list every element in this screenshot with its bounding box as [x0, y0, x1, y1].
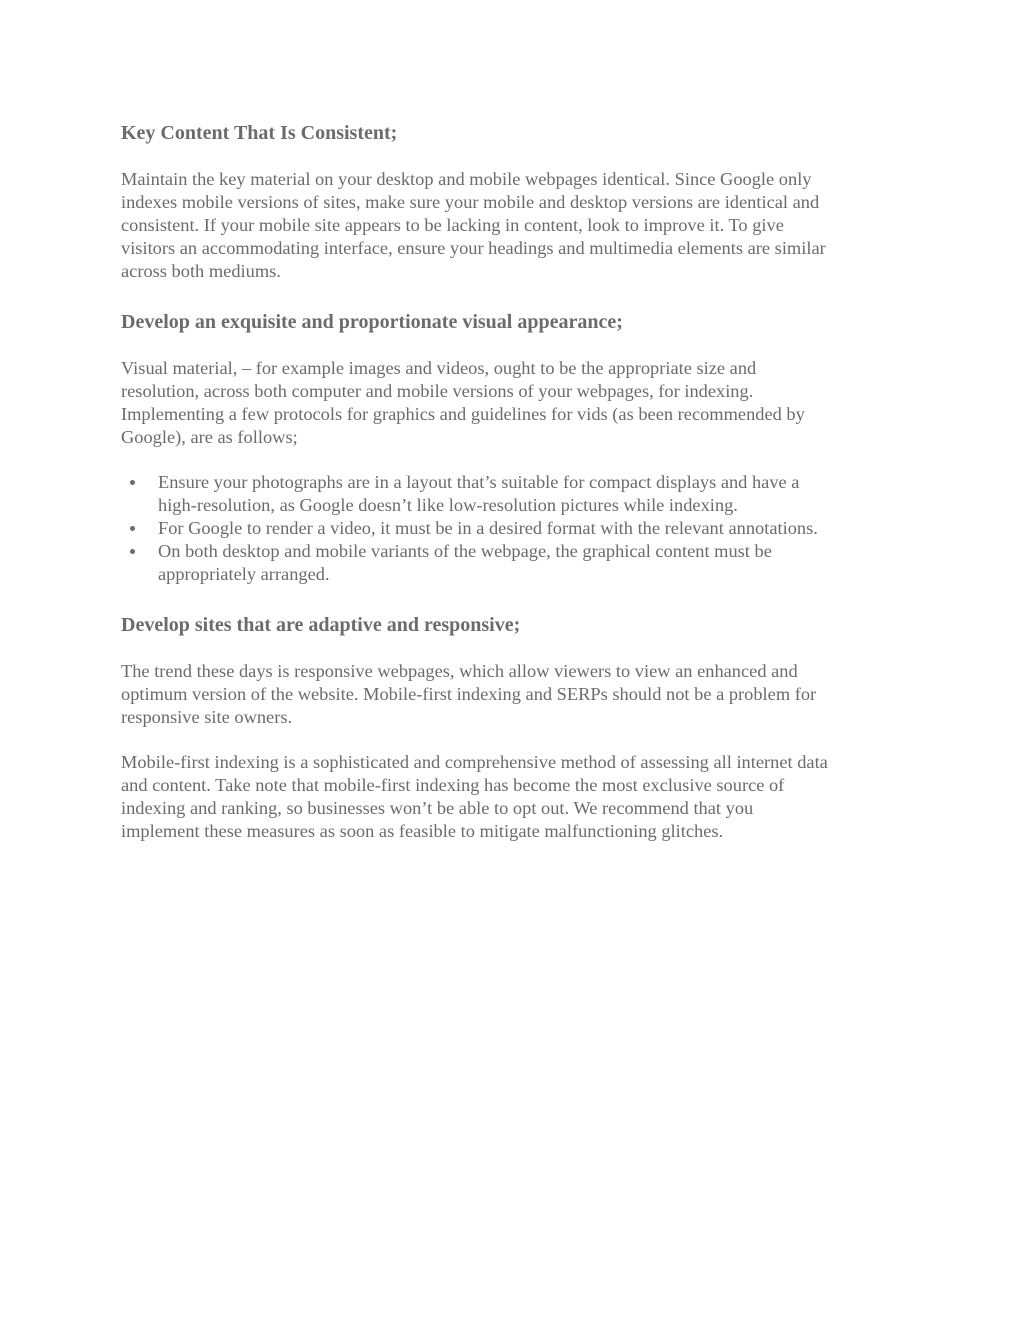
paragraph [121, 751, 901, 843]
paragraph [121, 660, 901, 729]
section-heading-adaptive-responsive: Develop sites that are adaptive and responsive; [121, 614, 521, 636]
text-line: Google), are as follows; [121, 427, 298, 447]
text-line: indexing and ranking, so businesses won’t be able to opt out. We recommend that you [121, 798, 754, 818]
text-line: Maintain the key material on your desktop and mobile webpages identical. Since Google only [121, 169, 812, 189]
bullet-icon [130, 526, 135, 531]
text-line: and content. Take note that mobile-first indexing has become the most exclusive source of [121, 775, 785, 795]
text-line: across both mediums. [121, 261, 281, 281]
text-line: Visual material, – for example images and videos, ought to be the appropriate size and [121, 358, 757, 378]
text-line: visitors an accommodating interface, ensure your headings and multimedia elements are similar [121, 238, 826, 258]
text-line: high-resolution, as Google doesn’t like low-resolution pictures while indexing. [158, 495, 738, 515]
text-line: optimum version of the website. Mobile-first indexing and SERPs should not be a problem for [121, 684, 817, 704]
section-heading-key-content: Key Content That Is Consistent; [121, 122, 398, 144]
text-line: implement these measures as soon as feasible to mitigate malfunctioning glitches. [121, 821, 724, 841]
text-line: On both desktop and mobile variants of the webpage, the graphical content must be [158, 541, 772, 561]
paragraph [121, 168, 901, 283]
text-line: For Google to render a video, it must be in a desired format with the relevant annotations. [158, 518, 818, 538]
text-line: Mobile-first indexing is a sophisticated and comprehensive method of assessing all internet data [121, 752, 828, 772]
section-heading-visual-appearance: Develop an exquisite and proportionate visual appearance; [121, 311, 623, 333]
text-line: consistent. If your mobile site appears to be lacking in content, look to improve it. To give [121, 215, 784, 235]
document-page [121, 120, 901, 865]
text-line: The trend these days is responsive webpages, which allow viewers to view an enhanced and [121, 661, 798, 681]
list-item [121, 517, 901, 540]
text-line: resolution, across both computer and mobile versions of your webpages, for indexing. [121, 381, 754, 401]
text-line: indexes mobile versions of sites, make sure your mobile and desktop versions are identical and [121, 192, 820, 212]
bullet-icon [130, 480, 135, 485]
bullet-list [121, 471, 901, 586]
list-item [121, 471, 901, 517]
text-line: Implementing a few protocols for graphics and guidelines for vids (as been recommended by [121, 404, 805, 424]
text-line: appropriately arranged. [158, 564, 330, 584]
text-line: responsive site owners. [121, 707, 293, 727]
text-line: Ensure your photographs are in a layout that’s suitable for compact displays and have a [158, 472, 800, 492]
bullet-icon [130, 549, 135, 554]
paragraph [121, 357, 901, 449]
list-item [121, 540, 901, 586]
